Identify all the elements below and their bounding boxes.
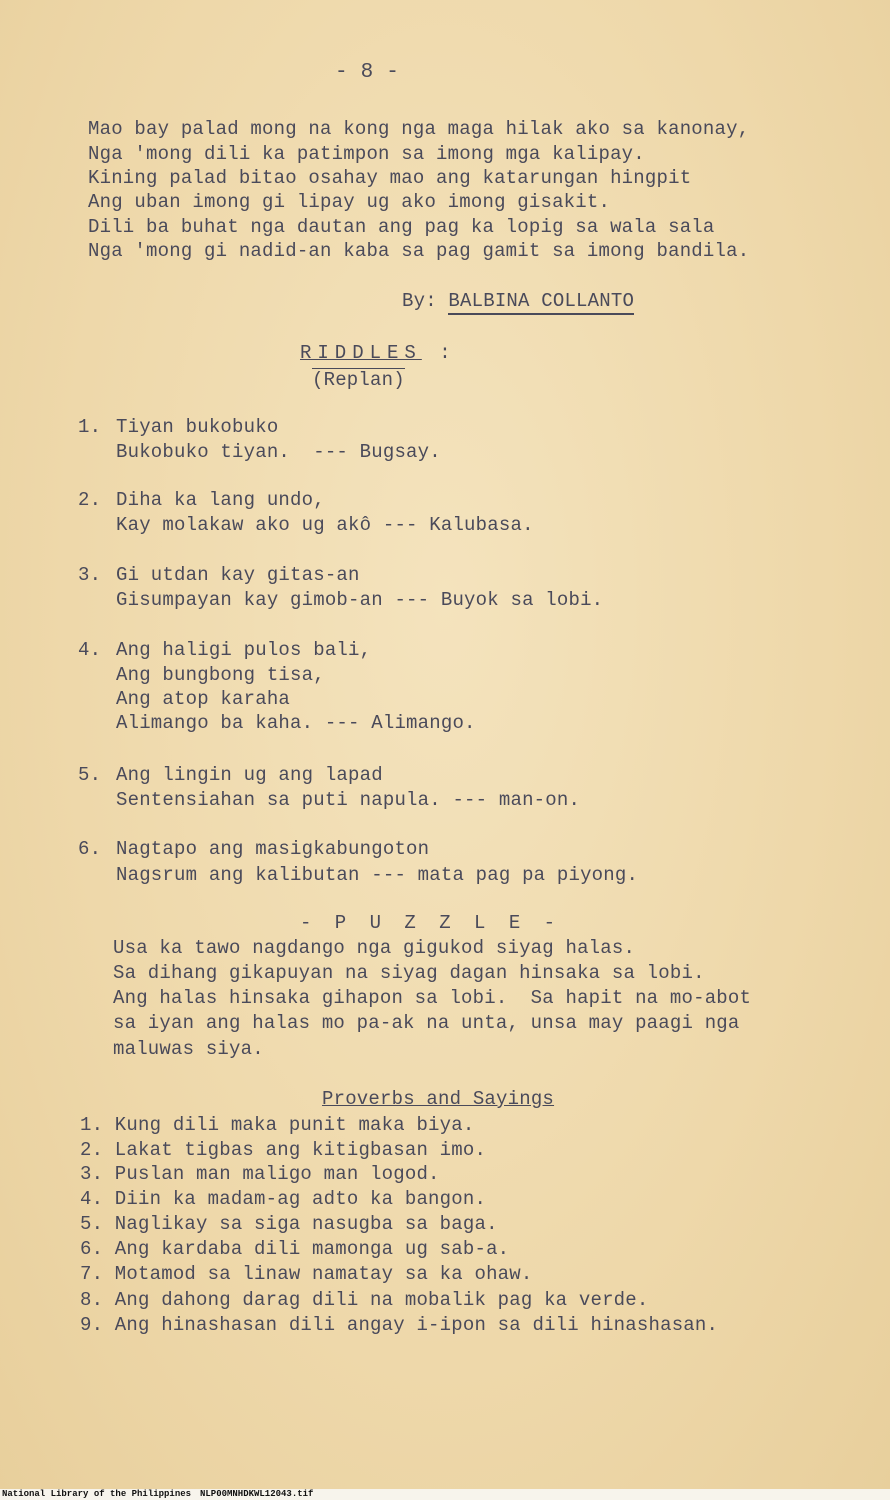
puzzle-title: - P U Z Z L E - <box>300 912 562 934</box>
proverb-item: 1. Kung dili maka punit maka biya. <box>80 1114 475 1136</box>
riddle-line: Sentensiahan sa puti napula. --- man-on. <box>116 789 581 811</box>
riddle-line: Nagtapo ang masigkabungoton <box>116 838 430 860</box>
riddle-number: 6. <box>78 838 102 860</box>
puzzle-line: sa iyan ang halas mo pa-ak na unta, unsa may paagi nga <box>113 1012 740 1034</box>
author-name: BALBINA COLLANTO <box>448 290 634 315</box>
scan-footer <box>0 1489 890 1500</box>
riddle-line: Kay molakaw ako ug akô --- Kalubasa. <box>116 514 534 536</box>
proverbs-title-text: Proverbs and Sayings <box>322 1088 555 1110</box>
riddle-line: Gi utdan kay gitas-an <box>116 564 360 586</box>
riddle-line: Tiyan bukobuko <box>116 416 279 438</box>
riddle-line: Ang haligi pulos bali, <box>116 639 372 661</box>
riddle-number: 1. <box>78 416 102 438</box>
proverb-item: 8. Ang dahong darag dili na mobalik pag ka verde. <box>80 1289 649 1311</box>
riddles-title <box>300 342 457 364</box>
poem-line: Dili ba buhat nga dautan ang pag ka lopig sa wala sala <box>88 216 715 238</box>
riddle-number: 2. <box>78 489 102 511</box>
page-number: - 8 - <box>335 61 400 84</box>
poem-line: Kining palad bitao osahay mao ang katarungan hingpit <box>88 167 692 189</box>
puzzle-line: Ang halas hinsaka gihapon sa lobi. Sa hapit na mo-abot <box>113 987 752 1009</box>
proverb-item: 3. Puslan man maligo man logod. <box>80 1163 440 1185</box>
poem-line: Nga 'mong dili ka patimpon sa imong mga kalipay. <box>88 143 645 165</box>
proverb-item: 6. Ang kardaba dili mamonga ug sab-a. <box>80 1238 510 1260</box>
proverb-item: 7. Motamod sa linaw namatay sa ka ohaw. <box>80 1263 533 1285</box>
footer-filename: NLP00MNHDKWL12043.tif <box>200 1489 314 1499</box>
proverb-item: 9. Ang hinashasan dili angay i-ipon sa dili hinashasan. <box>80 1314 719 1336</box>
puzzle-line: Usa ka tawo nagdango nga gigukod siyag halas. <box>113 937 636 959</box>
riddle-line: Bukobuko tiyan. --- Bugsay. <box>116 441 441 463</box>
footer-library: National Library of the Philippines <box>2 1489 192 1499</box>
riddle-number: 4. <box>78 639 102 661</box>
proverbs-title <box>322 1088 554 1110</box>
poem-line: Nga 'mong gi nadid-an kaba sa pag gamit sa imong bandila. <box>88 240 750 262</box>
riddle-line: Diha ka lang undo, <box>116 489 325 511</box>
riddles-title-text: RIDDLES <box>300 342 422 364</box>
riddle-line: Gisumpayan kay gimob-an --- Buyok sa lobi. <box>116 589 604 611</box>
proverb-item: 5. Naglikay sa siga nasugba sa baga. <box>80 1213 498 1235</box>
author-prefix: By: <box>402 290 437 312</box>
riddle-line: Ang bungbong tisa, <box>116 664 325 686</box>
riddle-number: 5. <box>78 764 102 786</box>
riddle-line: Nagsrum ang kalibutan --- mata pag pa piyong. <box>116 864 639 886</box>
puzzle-line: Sa dihang gikapuyan na siyag dagan hinsaka sa lobi. <box>113 962 705 984</box>
poem-line: Mao bay palad mong na kong nga maga hilak ako sa kanonay, <box>88 118 750 140</box>
riddles-title-colon: : <box>439 342 457 364</box>
riddles-subtitle: (Replan) <box>312 369 405 391</box>
poem-author <box>402 290 634 312</box>
puzzle-line: maluwas siya. <box>113 1038 264 1060</box>
proverb-item: 2. Lakat tigbas ang kitigbasan imo. <box>80 1139 487 1161</box>
riddle-number: 3. <box>78 564 102 586</box>
riddle-line: Ang lingin ug ang lapad <box>116 764 383 786</box>
riddle-line: Ang atop karaha <box>116 688 291 710</box>
proverb-item: 4. Diin ka madam-ag adto ka bangon. <box>80 1188 487 1210</box>
riddle-line: Alimango ba kaha. --- Alimango. <box>116 712 476 734</box>
poem-line: Ang uban imong gi lipay ug ako imong gisakit. <box>88 191 611 213</box>
